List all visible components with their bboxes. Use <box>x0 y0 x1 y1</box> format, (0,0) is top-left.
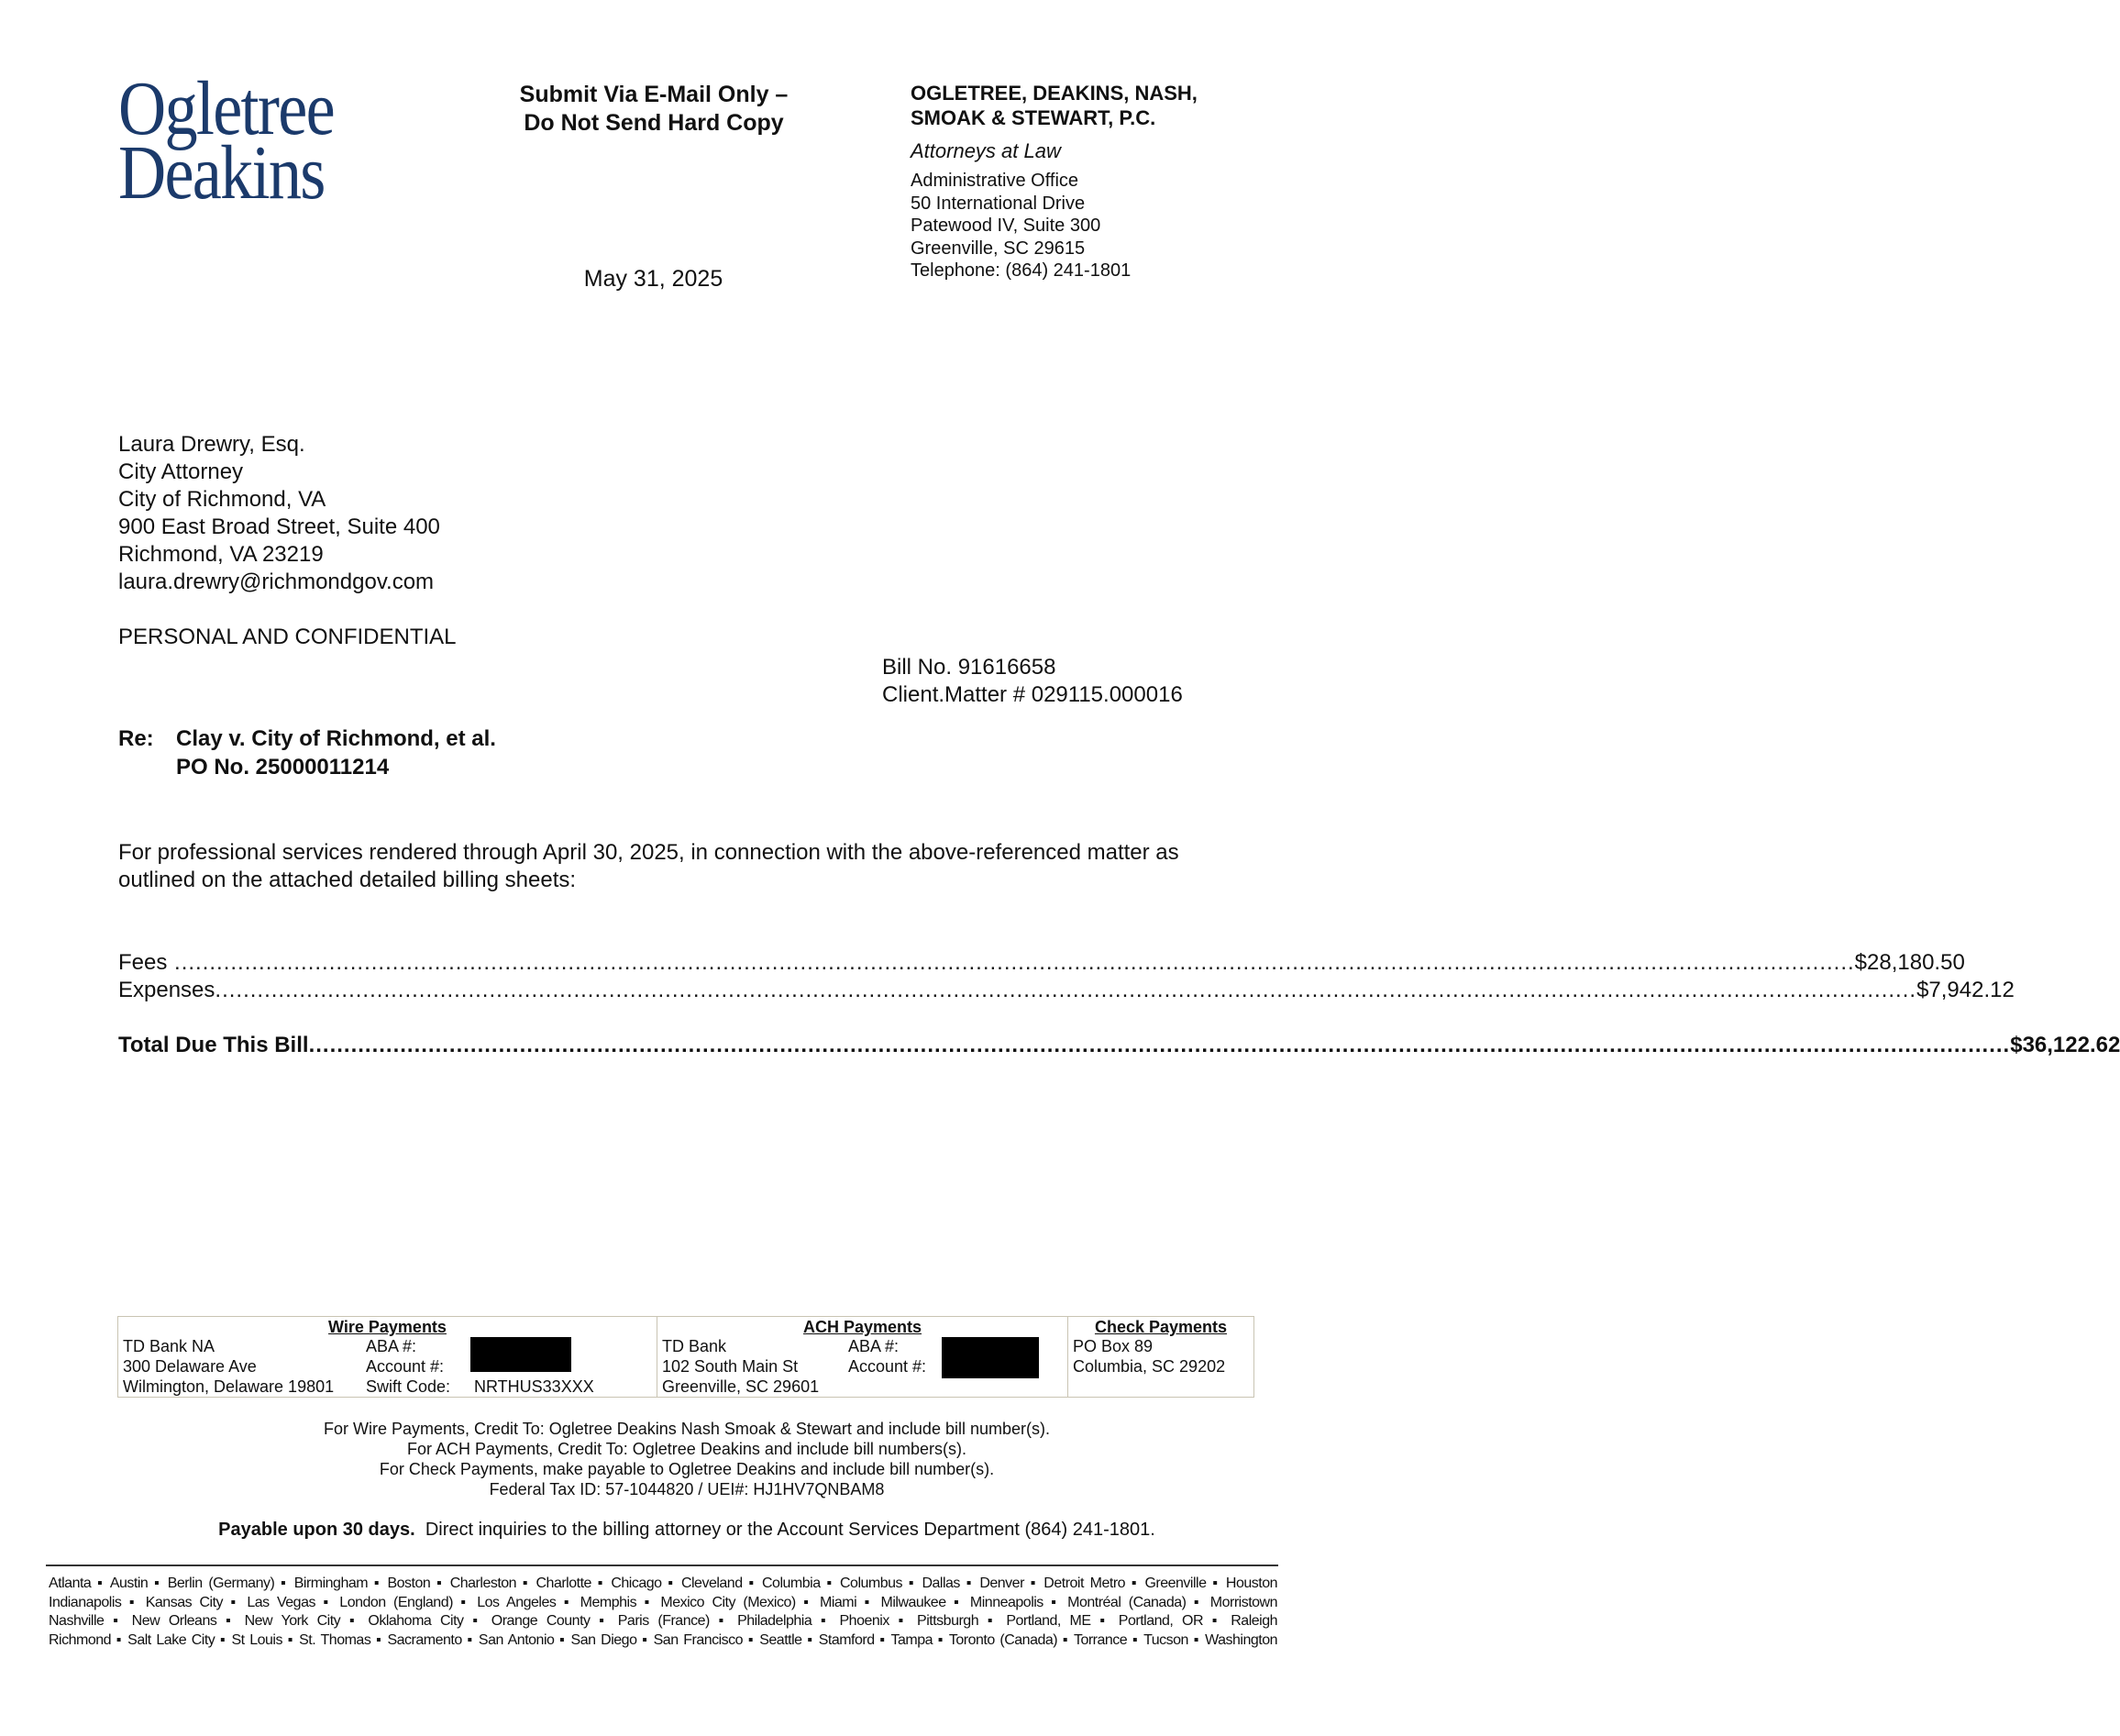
wire-bank-name: TD Bank NA <box>123 1337 215 1355</box>
footer-divider <box>46 1565 1278 1566</box>
leader-dots: ............................................................................................................................................................................................................................................... <box>167 950 1855 975</box>
fees-row <box>118 950 1965 976</box>
total-row <box>118 1033 2120 1058</box>
ach-payments-column <box>657 1317 1068 1397</box>
re-po-number: PO No. 25000011214 <box>176 755 390 780</box>
check-note: For Check Payments, make payable to Ogletree Deakins and include bill number(s). <box>379 1460 995 1478</box>
recipient-city: Richmond, VA 23219 <box>118 542 324 567</box>
firm-header <box>911 81 1198 282</box>
wire-payments-column <box>118 1317 657 1397</box>
wire-aba-label: ABA #: <box>366 1337 417 1355</box>
re-matter: Clay v. City of Richmond, et al. <box>176 726 496 751</box>
wire-labels <box>366 1336 450 1397</box>
ach-aba-label: ABA #: <box>848 1337 900 1355</box>
wire-note: For Wire Payments, Credit To: Ogletree Deakins Nash Smoak & Stewart and include bill number(s). <box>324 1420 1050 1438</box>
ach-payments-header: ACH Payments <box>802 1318 922 1336</box>
submit-notice <box>477 81 831 138</box>
recipient-org: City of Richmond, VA <box>118 487 326 512</box>
wire-bank-street: 300 Delaware Ave <box>123 1357 257 1376</box>
wire-account-label: Account #: <box>366 1357 445 1376</box>
office-locations-line: Indianapolis ▪ Kansas City ▪ Las Vegas ▪ London (England) ▪ Los Angeles ▪ Memphis ▪ Mexico City (Mexico) ▪ Miami ▪ Milwaukee ▪ Minneapolis ▪ Montréal (Canada) ▪ Morristown <box>49 1594 1277 1610</box>
wire-swift-code: NRTHUS33XXX <box>474 1377 594 1396</box>
firm-address-line: 50 International Drive <box>911 193 1086 214</box>
client-matter-number: Client.Matter # 029115.000016 <box>882 682 1183 707</box>
expenses-amount: $7,942.12 <box>1916 978 2015 1002</box>
recipient-address <box>118 431 440 596</box>
fees-label: Fees <box>118 950 168 975</box>
office-locations <box>49 1575 1277 1650</box>
fees-amount: $28,180.50 <box>1854 950 1965 975</box>
re-label: Re: <box>118 726 154 751</box>
leader-dots: .................................................................................................................................................................................................................................................. <box>308 1033 2011 1057</box>
wire-bank-city: Wilmington, Delaware 19801 <box>123 1377 335 1396</box>
firm-name-line-2: SMOAK & STEWART, P.C. <box>911 106 1156 129</box>
check-mailing-address <box>1073 1336 1225 1377</box>
ach-note: For ACH Payments, Credit To: Ogletree Deakins and include bill numbers(s). <box>407 1440 966 1458</box>
ach-bank-info <box>662 1336 819 1397</box>
ach-bank-name: TD Bank <box>662 1337 727 1355</box>
firm-address-line: Patewood IV, Suite 300 <box>911 216 1101 236</box>
check-city: Columbia, SC 29202 <box>1073 1357 1226 1376</box>
tax-id-note: Federal Tax ID: 57-1044820 / UEI#: HJ1HV7QNBAM8 <box>489 1480 885 1498</box>
ach-bank-street: 102 South Main St <box>662 1357 799 1376</box>
total-amount: $36,122.62 <box>2010 1033 2120 1057</box>
payable-terms <box>118 1520 1255 1541</box>
firm-address <box>911 170 1198 282</box>
recipient-email: laura.drewry@richmondgov.com <box>118 569 435 594</box>
ach-account-label: Account #: <box>848 1357 927 1376</box>
leader-dots: .................................................................................................................................................................................................................................................. <box>215 978 1917 1002</box>
invoice-date: May 31, 2025 <box>583 266 723 292</box>
firm-telephone: Telephone: (864) 241-1801 <box>911 260 1132 281</box>
firm-address-line: Greenville, SC 29615 <box>911 238 1086 259</box>
wire-payments-header: Wire Payments <box>328 1318 447 1336</box>
firm-tagline: Attorneys at Law <box>911 139 1061 162</box>
wire-bank-info <box>123 1336 334 1397</box>
firm-logo <box>118 66 334 216</box>
submit-notice-line-1: Submit Via E-Mail Only – <box>519 82 789 107</box>
bill-number: Bill No. 91616658 <box>882 655 1056 680</box>
bill-info <box>882 654 1183 709</box>
office-locations-line: Richmond ▪ Salt Lake City ▪ St Louis ▪ St. Thomas ▪ Sacramento ▪ San Antonio ▪ San Diego ▪ San Francisco ▪ Seattle ▪ Stamford ▪ Tampa ▪ Toronto (Canada) ▪ Torrance ▪ Tucson ▪ Washington <box>49 1631 1277 1648</box>
payment-notes <box>118 1419 1255 1499</box>
check-payments-column <box>1068 1317 1253 1397</box>
recipient-street: 900 East Broad Street, Suite 400 <box>118 514 440 539</box>
payment-instructions-table <box>117 1316 1254 1398</box>
submit-notice-line-2: Do Not Send Hard Copy <box>524 110 784 136</box>
expenses-row <box>118 978 2015 1003</box>
payable-terms-text: Direct inquiries to the billing attorney or the Account Services Department (864) 241-1801. <box>425 1520 1155 1540</box>
logo-line-2: Deakins <box>118 130 325 216</box>
recipient-title: City Attorney <box>118 459 244 484</box>
ach-bank-city: Greenville, SC 29601 <box>662 1377 820 1396</box>
services-paragraph: For professional services rendered through April 30, 2025, in connection with the above-referenced matter as outlined on the attached detailed billing sheets: <box>118 840 1179 892</box>
expenses-label: Expenses <box>118 978 215 1002</box>
ach-labels <box>848 1336 926 1377</box>
wire-swift-label: Swift Code: <box>366 1377 451 1396</box>
office-locations-line: Nashville ▪ New Orleans ▪ New York City ▪ Oklahoma City ▪ Orange County ▪ Paris (France) ▪ Philadelphia ▪ Phoenix ▪ Pittsburgh ▪ Portland, ME ▪ Portland, OR ▪ Raleigh <box>49 1613 1277 1629</box>
re-block <box>118 724 496 781</box>
firm-name-line-1: OGLETREE, DEAKINS, NASH, <box>911 82 1198 105</box>
confidential-notice: PERSONAL AND CONFIDENTIAL <box>118 625 457 649</box>
check-po-box: PO Box 89 <box>1073 1337 1154 1355</box>
office-locations-line: Atlanta ▪ Austin ▪ Berlin (Germany) ▪ Birmingham ▪ Boston ▪ Charleston ▪ Charlotte ▪ Chicago ▪ Cleveland ▪ Columbia ▪ Columbus ▪ Dallas ▪ Denver ▪ Detroit Metro ▪ Greenville ▪ Houston <box>49 1576 1277 1591</box>
logo-line-1: Ogletree <box>118 66 334 151</box>
firm-address-line: Administrative Office <box>911 171 1079 191</box>
redaction-box <box>942 1337 1039 1378</box>
total-label: Total Due This Bill <box>118 1033 309 1057</box>
check-payments-header: Check Payments <box>1094 1318 1228 1336</box>
recipient-name: Laura Drewry, Esq. <box>118 432 305 457</box>
redaction-box <box>470 1337 571 1372</box>
payable-terms-bold: Payable upon 30 days. <box>218 1520 415 1540</box>
